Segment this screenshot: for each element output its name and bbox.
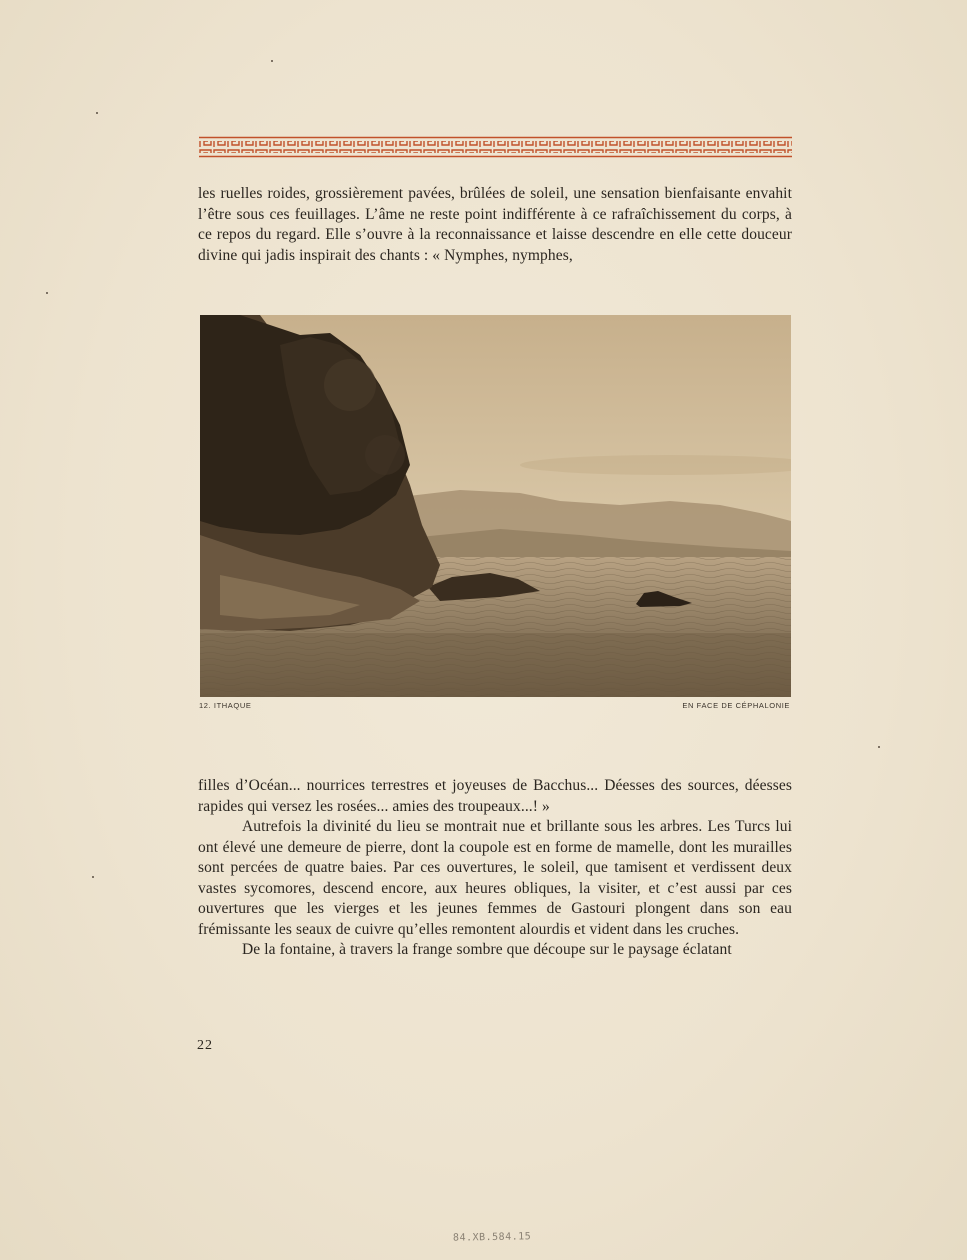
body-paragraph: les ruelles roides, grossièrement pavées, brûlées de soleil, une sensation bienfaisante envahit l’être sous ces feuillages. L’âme ne reste point indifférente à ce rafraîchissement du corps, à ce repos du regard. Elle s’ouvre à la reconnaissance et laisse descendre en elle cette douceur divine qui jadis inspirait des chants : « Nymphes, nymphes, (198, 185, 792, 264)
body-paragraph: Autrefois la divinité du lieu se montrait nue et brillante sous les arbres. Les Turcs lui ont élevé une demeure de pierre, dont la coupole est en forme de mamelle, dont les murailles sont percées de quatre baies. Par ces ouvertures, le soleil, que tamisent et verdissent deux vastes sycomores, descend encore, aux heures obliques, la visiter, et c’est aussi par ces ouvertures que les vierges et les jeunes femmes de Gastouri plongent dans son eau frémissante les seaux de cuivre qu’elles remontent alourdis et vident dans les cruches. (198, 818, 792, 938)
top-text-block (198, 184, 792, 266)
bottom-text-block (198, 776, 792, 961)
plate-caption-left: 12. ITHAQUE (199, 701, 252, 710)
paper-speck (46, 292, 48, 294)
paper-speck (271, 60, 273, 62)
plate-caption-right: EN FACE DE CÉPHALONIE (682, 701, 790, 710)
paper-speck (878, 746, 880, 748)
body-paragraph: De la fontaine, à travers la frange sombre que découpe sur le paysage éclatant (242, 941, 732, 958)
ithaca-coast-photo (200, 315, 791, 697)
paper-speck (96, 112, 98, 114)
page-number: 22 (197, 1038, 213, 1053)
greek-key-border (199, 136, 792, 158)
photo-plate (200, 315, 791, 697)
paper-speck (92, 876, 94, 878)
library-stamp: 84.XB.584.15 (452, 1231, 532, 1244)
body-paragraph: filles d’Océan... nourrices terrestres et joyeuses de Bacchus... Déesses des sources, déesses rapides qui versez les rosées... amies des troupeaux...! » (198, 777, 792, 815)
